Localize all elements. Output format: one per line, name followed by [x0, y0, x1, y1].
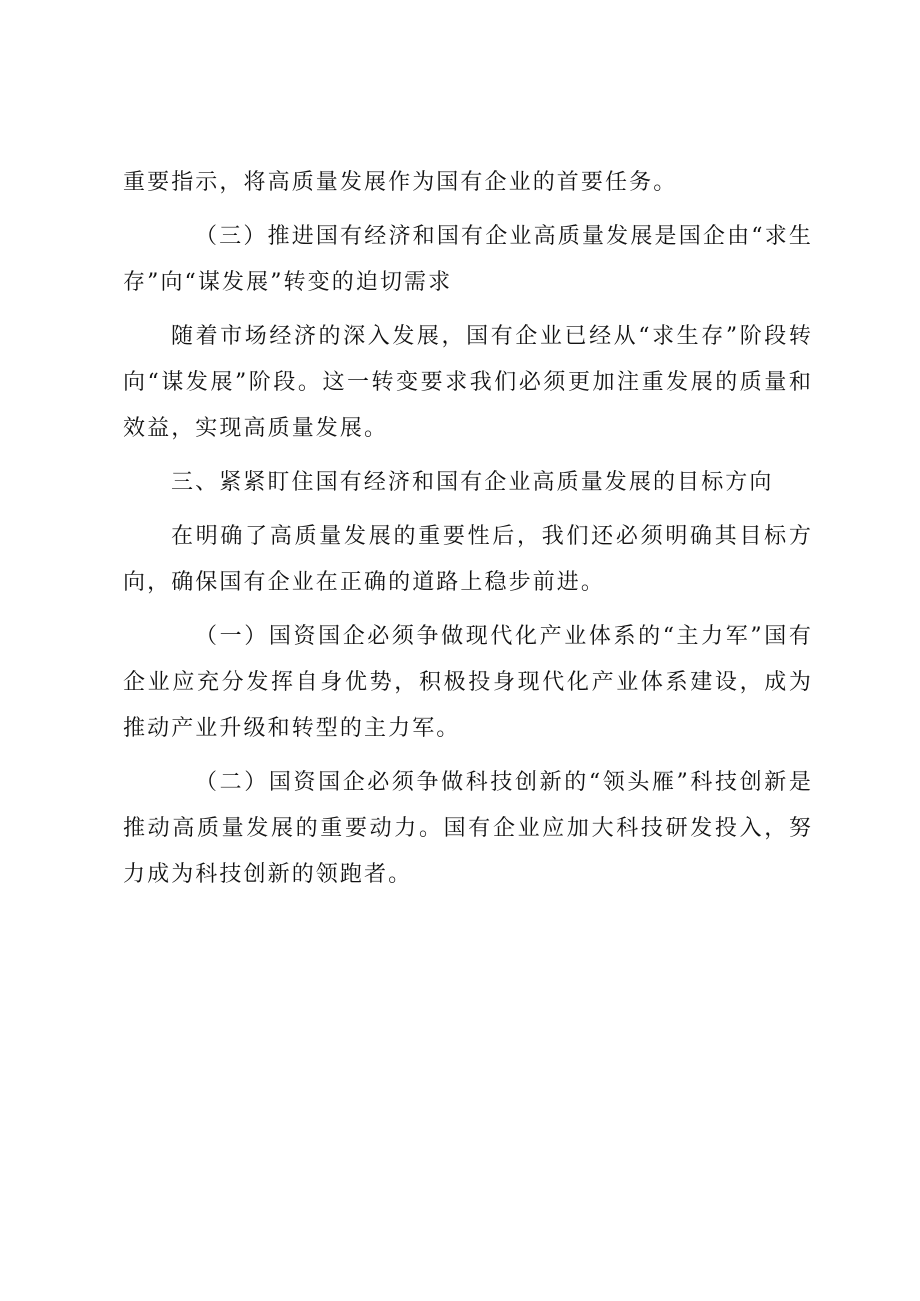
section-heading-three: 三、紧紧盯住国有经济和国有企业高质量发展的目标方向 [171, 470, 774, 495]
subheading-one-main-force: （一）国资国企必须争做现代化产业体系的“主力军”国有企业应充分发挥自身优势，积极投身现代化产业体系建设，成为推动产业升级和转型的主力军。 [123, 624, 813, 741]
subheading-two-lead-goose: （二）国资国企必须争做科技创新的“领头雁”科技创新是推动高质量发展的重要动力。国有企业应加大科技研发投入，努力成为科技创新的领跑者。 [123, 770, 813, 887]
paragraph-continuation: 重要指示，将高质量发展作为国有企业的首要任务。 [123, 170, 678, 195]
document-body [123, 160, 813, 906]
paragraph-target-direction: 在明确了高质量发展的重要性后，我们还必须明确其目标方向，确保国有企业在正确的道路上稳步前进。 [123, 524, 813, 595]
subheading-three: （三）推进国有经济和国有企业高质量发展是国企由“求生存”向“谋发展”转变的迫切需求 [123, 224, 813, 295]
paragraph-market-economy: 随着市场经济的深入发展，国有企业已经从“求生存”阶段转向“谋发展”阶段。这一转变要求我们必须更加注重发展的质量和效益，实现高质量发展。 [123, 324, 813, 441]
